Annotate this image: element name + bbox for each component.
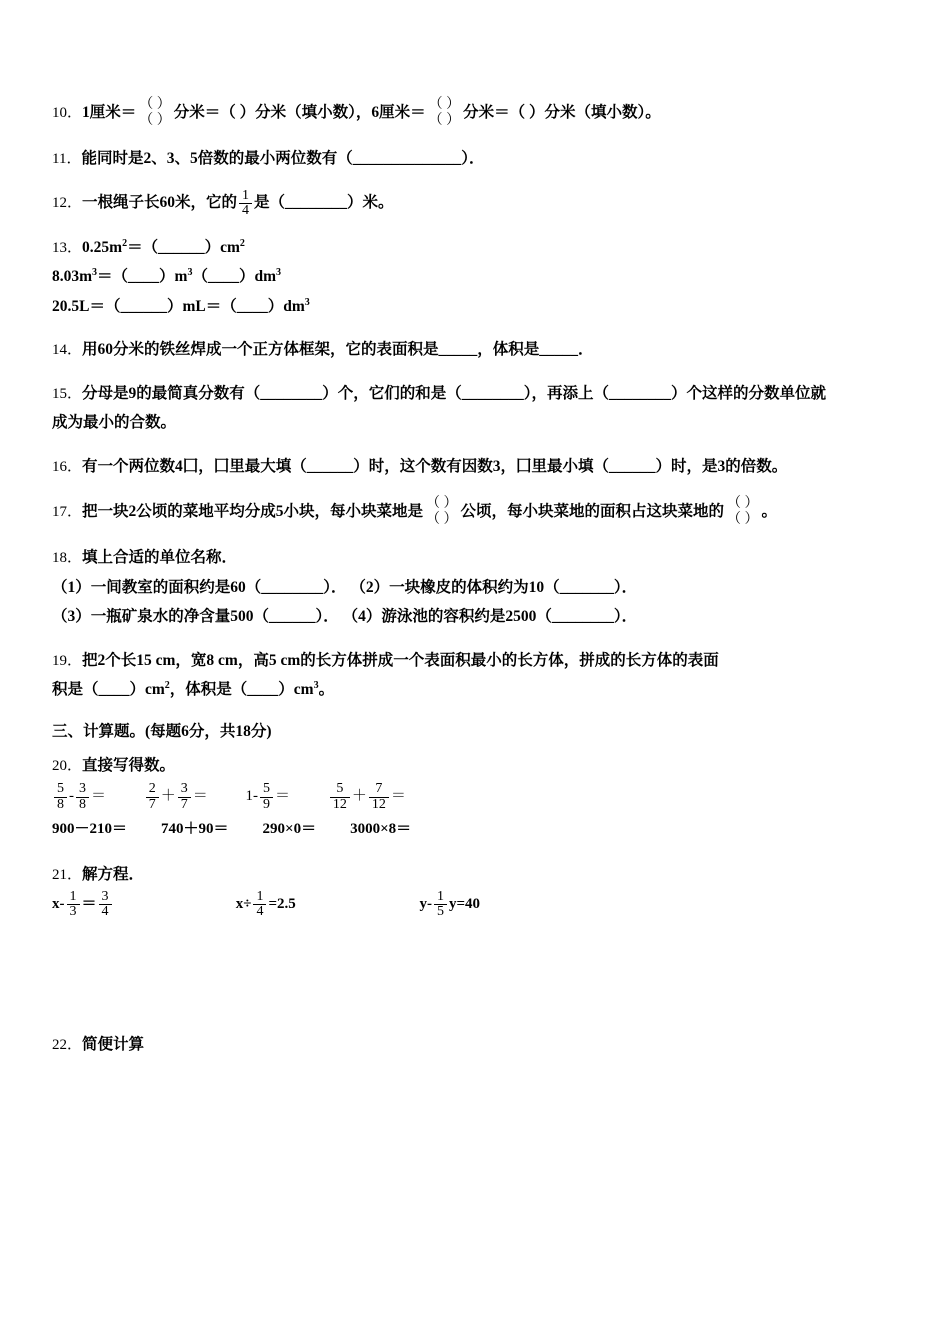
q13-l1-sup2: 2	[239, 237, 245, 249]
question-21-number: 21．	[52, 867, 83, 884]
q21-e3-post: y=40	[449, 895, 481, 912]
fraction-4a	[330, 782, 350, 812]
question-22-text: 简便计算	[82, 1036, 145, 1054]
q13-l2-c: （____）dm	[192, 268, 277, 286]
question-10-seg1: 1厘米＝	[82, 104, 137, 121]
fraction-numerator: （ ）	[139, 96, 171, 112]
question-12-number: 12．	[52, 194, 83, 211]
fraction-numerator: 3	[76, 782, 89, 798]
question-10-seg2: 分米＝（ ）分米（填小数），6厘米＝	[173, 104, 426, 121]
question-15	[52, 379, 898, 438]
question-20	[52, 751, 898, 847]
question-15-number: 15．	[52, 385, 83, 402]
question-20-fraction-row	[52, 780, 898, 813]
fraction-denominator: 3	[69, 904, 77, 920]
question-18-line-2-text: （3）一瓶矿泉水的净含量500（______）． （4）游泳池的容积约是2500（________）．	[52, 608, 638, 626]
question-22	[52, 1030, 898, 1060]
fraction-denominator: （ ）	[727, 512, 759, 528]
fraction-1b	[76, 782, 89, 812]
fraction-numerator: 1	[253, 890, 266, 906]
fraction-denominator: 5	[437, 904, 444, 920]
fraction-3a	[260, 782, 273, 812]
fraction-numerator: 5	[260, 782, 273, 798]
question-16-number: 16．	[52, 458, 83, 475]
question-12-fraction	[239, 189, 252, 219]
question-14-text: 用60分米的铁丝焊成一个正方体框架，它的表面积是_____，体积是_____．	[82, 341, 594, 359]
q20-pre-3: 1-	[245, 788, 259, 805]
fraction-denominator: 8	[79, 796, 86, 812]
fraction-denominator: 7	[148, 796, 156, 812]
question-16-text: 有一个两位数4囗，囗里最大填（______）时，这个数有因数3，囗里最小填（______）时，是3的倍数。	[82, 457, 788, 475]
question-13-line-3	[52, 292, 898, 321]
fraction-numerator: （ ）	[727, 496, 759, 512]
q13-l2-sup1: 3	[92, 267, 98, 279]
q21-e1-frac-1	[67, 890, 80, 920]
question-10	[52, 96, 898, 130]
question-10-number: 10．	[52, 105, 83, 121]
fraction-numerator: （ ）	[426, 496, 458, 512]
q13-l3-a: 20.5L＝（______）mL＝（____）dm	[52, 297, 305, 315]
question-19	[52, 646, 898, 705]
answer-space	[52, 934, 898, 1030]
q21-equation-2	[236, 890, 416, 920]
q20-expr-1	[52, 780, 106, 813]
question-17	[52, 495, 898, 529]
question-20-arith-row	[52, 813, 898, 846]
fraction-numerator: 1	[239, 189, 252, 205]
q20-expr-4	[328, 780, 406, 813]
question-14-number: 14．	[52, 342, 83, 359]
q20-eq-2: ＝	[192, 788, 208, 805]
question-17-seg1: 把一块2公顷的菜地平均分成5小块，每小块菜地是	[82, 503, 424, 521]
q20-eq-4: ＝	[390, 788, 406, 805]
q21-equation-3	[420, 890, 481, 920]
question-19-line-2	[52, 675, 898, 704]
q20-arith-1: 900－210＝	[52, 821, 128, 838]
question-10-fraction-2	[427, 97, 463, 129]
question-18-lead-text: 填上合适的单位名称．	[82, 549, 238, 567]
question-12-pre: 一根绳子长60米，它的	[82, 193, 238, 211]
fraction-denominator: （ ）	[426, 512, 458, 528]
q13-l1-b: ＝（______）cm	[127, 238, 240, 256]
question-12-post: 是（________）米。	[254, 193, 394, 211]
question-12	[52, 188, 898, 219]
question-17-seg2: 公顷，每小块菜地的面积占这块菜地的	[460, 503, 725, 521]
question-11	[52, 144, 898, 174]
q13-l1-a: 0.25m	[82, 238, 123, 256]
q13-l3-sup: 3	[304, 296, 310, 308]
question-15-line-2	[52, 408, 898, 437]
q21-e3-pre: y-	[419, 895, 432, 912]
question-20-lead-text: 直接写得数。	[82, 756, 176, 774]
q19-l2-c: 。	[318, 681, 335, 699]
section-3-title: 三、计算题。(每题6分，共18分)	[52, 722, 272, 740]
question-16	[52, 452, 898, 482]
fraction-numerator: 2	[146, 782, 159, 798]
fraction-numerator: 3	[99, 890, 112, 906]
q13-l1-sup1: 2	[122, 237, 128, 249]
q20-arith-2: 740＋90＝	[161, 821, 229, 838]
question-22-number: 22．	[52, 1037, 83, 1054]
q19-l2-a: 积是（____）cm	[52, 681, 165, 699]
q13-l2-sup3: 3	[276, 267, 282, 279]
fraction-numerator: 5	[54, 782, 67, 798]
q21-e2-frac	[253, 890, 266, 920]
q13-l2-sup2: 3	[187, 267, 193, 279]
q20-expr-3	[246, 780, 291, 813]
fraction-2a	[146, 782, 159, 812]
question-11-number: 11．	[52, 151, 82, 168]
q19-l2-sup1: 2	[164, 680, 170, 692]
question-20-number: 20．	[52, 757, 83, 774]
q21-equation-1	[52, 890, 232, 920]
question-15-line-1: 分母是9的最简真分数有（________）个，它们的和是（________），再添上（________）个这样的分数单位就	[82, 384, 827, 402]
question-18-line-1-text: （1）一间教室的面积约是60（________）． （2）一块橡皮的体积约为10（_______）．	[52, 578, 638, 596]
fraction-denominator: （ ）	[139, 113, 171, 128]
fraction-4b	[369, 782, 389, 812]
question-18	[52, 543, 898, 631]
q21-e1-frac-2	[99, 890, 112, 920]
question-21-lead	[52, 860, 898, 890]
question-10-fraction-1	[137, 97, 173, 129]
question-21-lead-text: 解方程．	[82, 866, 145, 884]
fraction-numerator: 1	[434, 890, 447, 906]
fraction-2b	[178, 782, 191, 812]
fraction-denominator: 12	[332, 796, 347, 812]
fraction-denominator: 8	[57, 796, 64, 812]
q21-e1-pre: x-	[52, 895, 65, 912]
fraction-denominator: 7	[180, 796, 188, 812]
fraction-numerator: 1	[67, 890, 80, 906]
question-17-number: 17．	[52, 504, 83, 521]
question-13-line-1	[52, 233, 898, 263]
question-19-line-1: 把2个长15 cm，宽8 cm，高5 cm的长方体拼成一个表面积最小的长方体，拼成的长方体的表面	[82, 651, 719, 669]
question-14	[52, 335, 898, 365]
fraction-denominator: 9	[263, 796, 271, 812]
q20-eq-1: ＝	[91, 788, 107, 805]
q20-expr-2	[144, 780, 208, 813]
fraction-denominator: 4	[242, 203, 250, 219]
fraction-numerator: （ ）	[428, 96, 461, 112]
question-13-line-2	[52, 262, 898, 291]
q20-eq-3: ＝	[275, 788, 291, 805]
question-18-line-1	[52, 573, 898, 602]
question-13-number: 13．	[52, 239, 83, 256]
question-10-seg3: 分米＝（ ）分米（填小数）。	[463, 104, 661, 121]
q21-e1-mid: ＝	[81, 895, 97, 912]
question-21-equations	[52, 890, 898, 920]
question-21	[52, 860, 898, 920]
fraction-numerator: 3	[178, 782, 191, 798]
q20-arith-3: 290×0＝	[262, 821, 317, 838]
fraction-denominator: 4	[256, 904, 264, 920]
question-15-line-2-text: 成为最小的合数。	[52, 414, 177, 432]
q20-arith-4: 3000×8＝	[350, 821, 412, 838]
fraction-denominator: 12	[371, 796, 386, 812]
q13-l2-a: 8.03m	[52, 268, 93, 286]
question-18-lead	[52, 543, 898, 573]
q21-e3-frac	[434, 890, 447, 920]
question-17-seg3: 。	[761, 503, 778, 521]
q13-l2-b: ＝（____）m	[97, 268, 188, 286]
question-19-number: 19．	[52, 652, 83, 669]
question-13	[52, 233, 898, 321]
q20-op-2: ＋	[160, 788, 176, 805]
page-content	[52, 96, 898, 1074]
fraction-1a	[54, 782, 67, 812]
q20-op-4: ＋	[351, 788, 367, 805]
q19-l2-b: ，体积是（____）cm	[169, 681, 314, 699]
q19-l2-sup2: 3	[313, 680, 319, 692]
fraction-numerator: 7	[369, 782, 389, 798]
question-17-fraction-1	[424, 496, 460, 528]
q21-e2-pre: x÷	[235, 895, 252, 912]
question-18-number: 18．	[52, 550, 83, 567]
question-18-line-2	[52, 602, 898, 631]
fraction-denominator: （ ）	[428, 113, 461, 128]
question-17-fraction-2	[725, 496, 761, 528]
question-11-text: 能同时是2、3、5倍数的最小两位数有（______________）．	[81, 150, 485, 168]
fraction-denominator: 4	[101, 904, 109, 920]
q20-op-1: -	[69, 788, 74, 805]
q21-e2-post: =2.5	[268, 895, 296, 912]
fraction-numerator: 5	[330, 782, 350, 798]
question-20-lead	[52, 751, 898, 781]
